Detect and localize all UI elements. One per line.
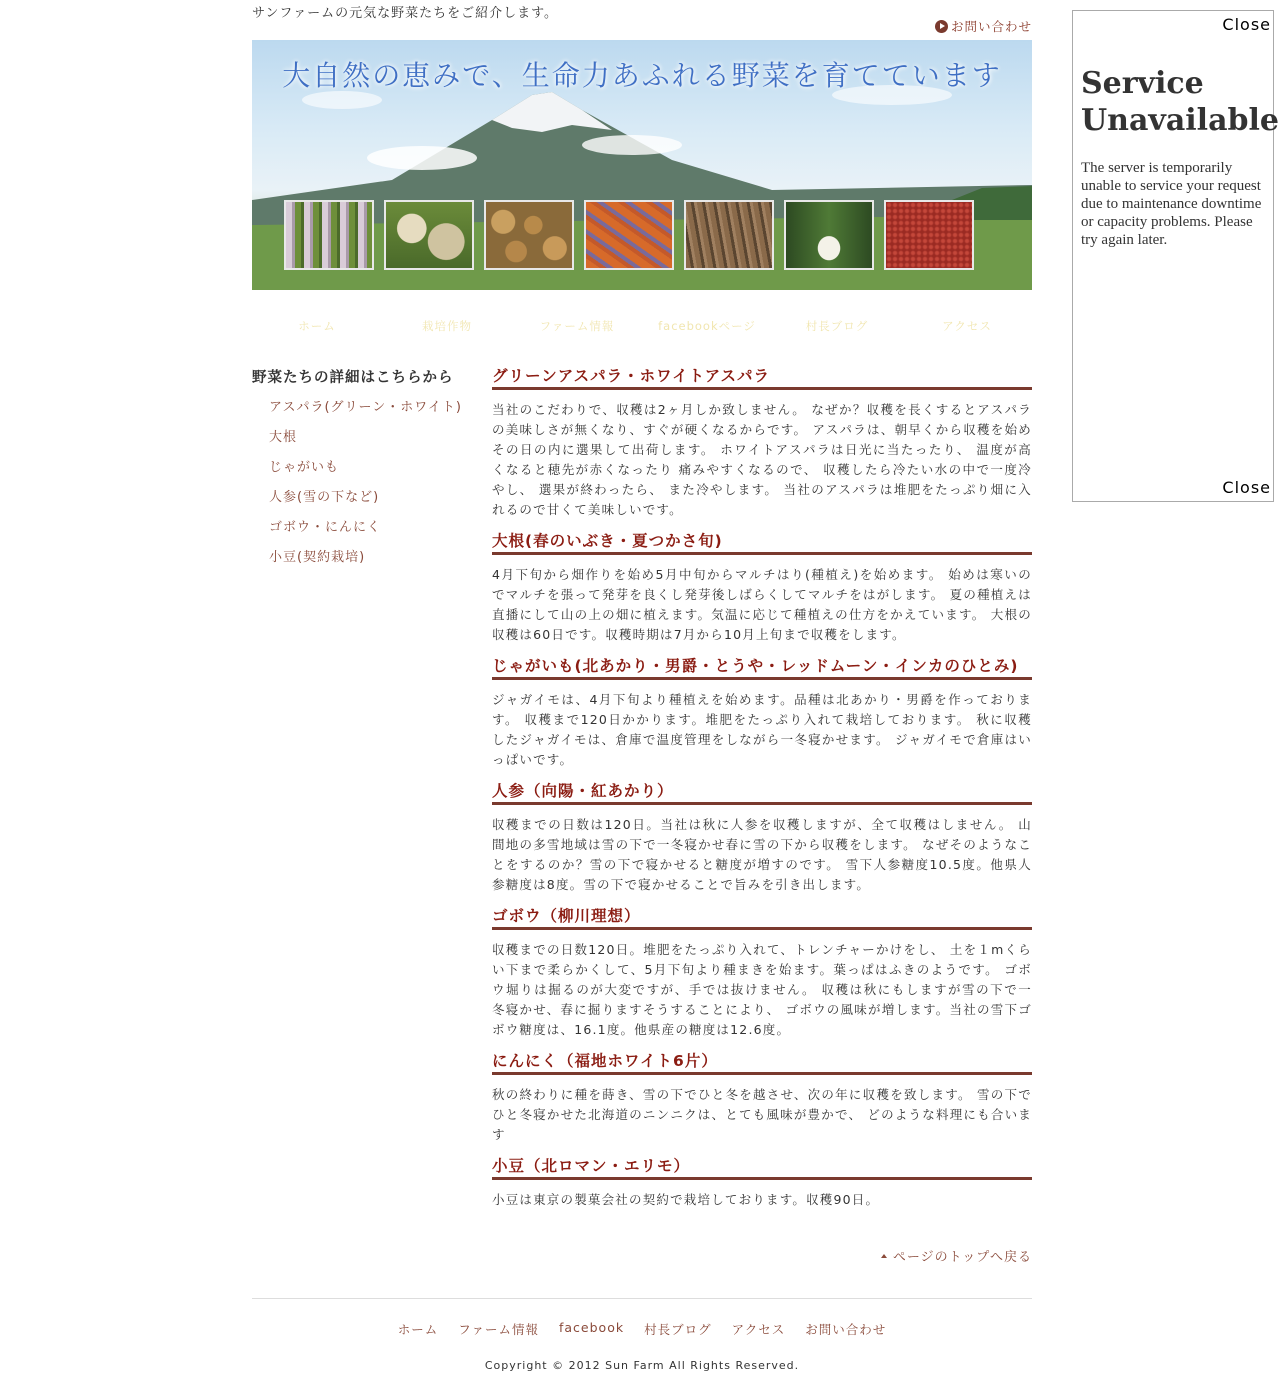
section-burdock [492, 906, 1032, 1040]
popup-close-button-top[interactable]: Close [1222, 15, 1271, 34]
section-body: 当社のこだわりで、収穫は2ヶ月しか致しません。 なぜか？収穫を長くするとアスパラの美味しさが無くなり、すぐが硬くなるからです。 アスパラは、朝早くから収穫を始めその日の内に選果して出荷します。 ホワイトアスパラは日光に当たったり、 温度が高くなると穂先が赤くなったり 痛みやすくなるので、 収穫したら冷たい水の中で一度冷やし、 選果が終わったら、 また冷やします。 当社のアスパラは堆肥をたっぷり畑に入れるので甘くて美味しいです。 [492, 402, 1032, 517]
sidebar [252, 366, 472, 573]
site-tagline: サンファームの元気な野菜たちをご紹介します。 [252, 6, 559, 21]
nav-home[interactable]: ホーム [298, 319, 336, 333]
section-heading: ゴボウ（柳川理想） [492, 906, 1032, 930]
nav-blog[interactable]: 村長ブログ [805, 319, 869, 333]
section-daikon [492, 531, 1032, 645]
hero-banner [252, 40, 1032, 290]
section-garlic [492, 1051, 1032, 1145]
footer-link-contact[interactable]: お問い合わせ [805, 1322, 887, 1337]
copyright: Copyright © 2012 Sun Farm All Rights Reserved. [484, 1359, 800, 1372]
popup-title: Service Unavailable [1081, 66, 1279, 138]
carrot-photo [584, 200, 674, 270]
section-asparagus [492, 366, 1032, 520]
contact-link-label: お問い合わせ [950, 19, 1032, 34]
nav-facebook[interactable]: facebookページ [658, 319, 756, 333]
footer-link-farm-info[interactable]: ファーム情報 [458, 1322, 539, 1337]
sidebar-item-asparagus[interactable]: アスパラ(グリーン・ホワイト) [269, 400, 462, 415]
footer-divider [252, 1298, 1032, 1299]
sidebar-item-daikon[interactable]: 大根 [269, 430, 298, 445]
nav-crops[interactable]: 栽培作物 [422, 319, 472, 333]
section-body: 収穫までの日数は120日。当社は秋に人参を収穫しますが、全て収穫はしません。 山間地の多雪地域は雪の下で一冬寝かせ春に雪の下から収穫をします。 なぜそのようなことをするのか？雪の下で寝かせると糖度が増すのです。 雪下人参糖度10.5度。他県人参糖度は8度。雪の下で寝かせることで旨みを引き出します。 [492, 817, 1032, 892]
section-heading: 小豆（北ロマン・エリモ） [492, 1156, 1032, 1180]
footer-link-facebook[interactable]: facebook [559, 1320, 625, 1335]
section-heading: 大根(春のいぶき・夏つかさ旬) [492, 531, 1032, 555]
section-body: ジャガイモは、4月下旬より種植えを始めます。品種は北あかり・男爵を作っております。 収穫まで120日かかります。堆肥をたっぷり入れて栽培しております。 秋に収穫したジャガイモは、倉庫で温度管理をしながら一冬寝かせます。 ジャガイモで倉庫はいっぱいです。 [492, 692, 1032, 767]
nav-farm-info[interactable]: ファーム情報 [539, 319, 615, 333]
sidebar-list [252, 393, 472, 573]
burdock-photo [684, 200, 774, 270]
vegetable-thumbnails [284, 200, 974, 270]
adzuki-photo [884, 200, 974, 270]
section-heading: 人参（向陽・紅あかり） [492, 781, 1032, 805]
footer-nav [252, 1320, 1032, 1338]
potato-photo [484, 200, 574, 270]
sidebar-item-potato[interactable]: じゃがいも [269, 460, 340, 475]
sidebar-title: 野菜たちの詳細はこちらから [252, 370, 454, 386]
error-popup [1072, 10, 1279, 502]
section-body: 秋の終わりに種を蒔き、雪の下でひと冬を越させ、次の年に収穫を致します。 雪の下でひと冬寝かせた北海道のニンニクは、とても風味が豊かで、 どのような料理にも合います [492, 1087, 1032, 1142]
footer-link-home[interactable]: ホーム [397, 1322, 439, 1337]
global-nav [252, 318, 1032, 338]
section-heading: じゃがいも(北あかり・男爵・とうや・レッドムーン・インカのひとみ) [492, 656, 1032, 680]
asparagus-photo [284, 200, 374, 270]
nav-access[interactable]: アクセス [942, 319, 992, 333]
popup-close-button-bottom[interactable]: Close [1222, 478, 1271, 497]
garlic-photo [784, 200, 874, 270]
section-potato [492, 656, 1032, 770]
section-heading: にんにく（福地ホワイト6片） [492, 1051, 1032, 1075]
sidebar-item-burdock-garlic[interactable]: ゴボウ・にんにく [269, 520, 382, 535]
daikon-photo [384, 200, 474, 270]
banner-headline: 大自然の恵みで、生命力あふれる野菜を育てています [282, 59, 1002, 92]
footer-link-access[interactable]: アクセス [731, 1322, 786, 1337]
section-heading: グリーンアスパラ・ホワイトアスパラ [492, 366, 1032, 390]
back-to-top-label: ページのトップへ戻る [892, 1250, 1032, 1265]
arrow-circle-icon [935, 20, 948, 33]
sidebar-item-carrot[interactable]: 人参(雪の下など) [269, 490, 380, 505]
footer-link-blog[interactable]: 村長ブログ [644, 1322, 712, 1337]
up-triangle-icon [881, 1254, 887, 1258]
section-body: 収穫までの日数120日。堆肥をたっぷり入れて、トレンチャーかけをし、 土を１mくらい下まで柔らかくして、5月下旬より種まきを始ます。葉っぱはふきのようです。 ゴボウ堀りは掘るのが大変ですが、手では抜けません。 収穫は秋にもしますが雪の下で一冬寝かせ、春に掘りますそうすることにより、 ゴボウの風味が増します。当社の雪下ゴボウ糖度は、16.1度。他県産の糖度は12.6度。 [492, 942, 1032, 1037]
section-carrot [492, 781, 1032, 895]
section-body: 4月下旬から畑作りを始め5月中旬からマルチはり(種植え)を始めます。 始めは寒いのでマルチを張って発芽を良くし発芽後しばらくしてマルチをはがします。 夏の種植えは直播にして山の上の畑に植えます。気温に応じて種植えの仕方をかえています。 大根の収穫は60日です。収穫時期は7月から10月上旬まで収穫をします。 [492, 567, 1032, 642]
popup-message: The server is temporarily unable to service your request due to maintenance downtime or capacity problems. Please try again later. [1081, 160, 1262, 248]
section-body: 小豆は東京の製菓会社の契約で栽培しております。収穫90日。 [492, 1192, 880, 1207]
contact-link[interactable] [935, 17, 1032, 35]
back-to-top-link[interactable] [881, 1246, 1032, 1265]
sidebar-item-adzuki[interactable]: 小豆(契約栽培) [269, 550, 366, 565]
section-adzuki [492, 1156, 1032, 1210]
